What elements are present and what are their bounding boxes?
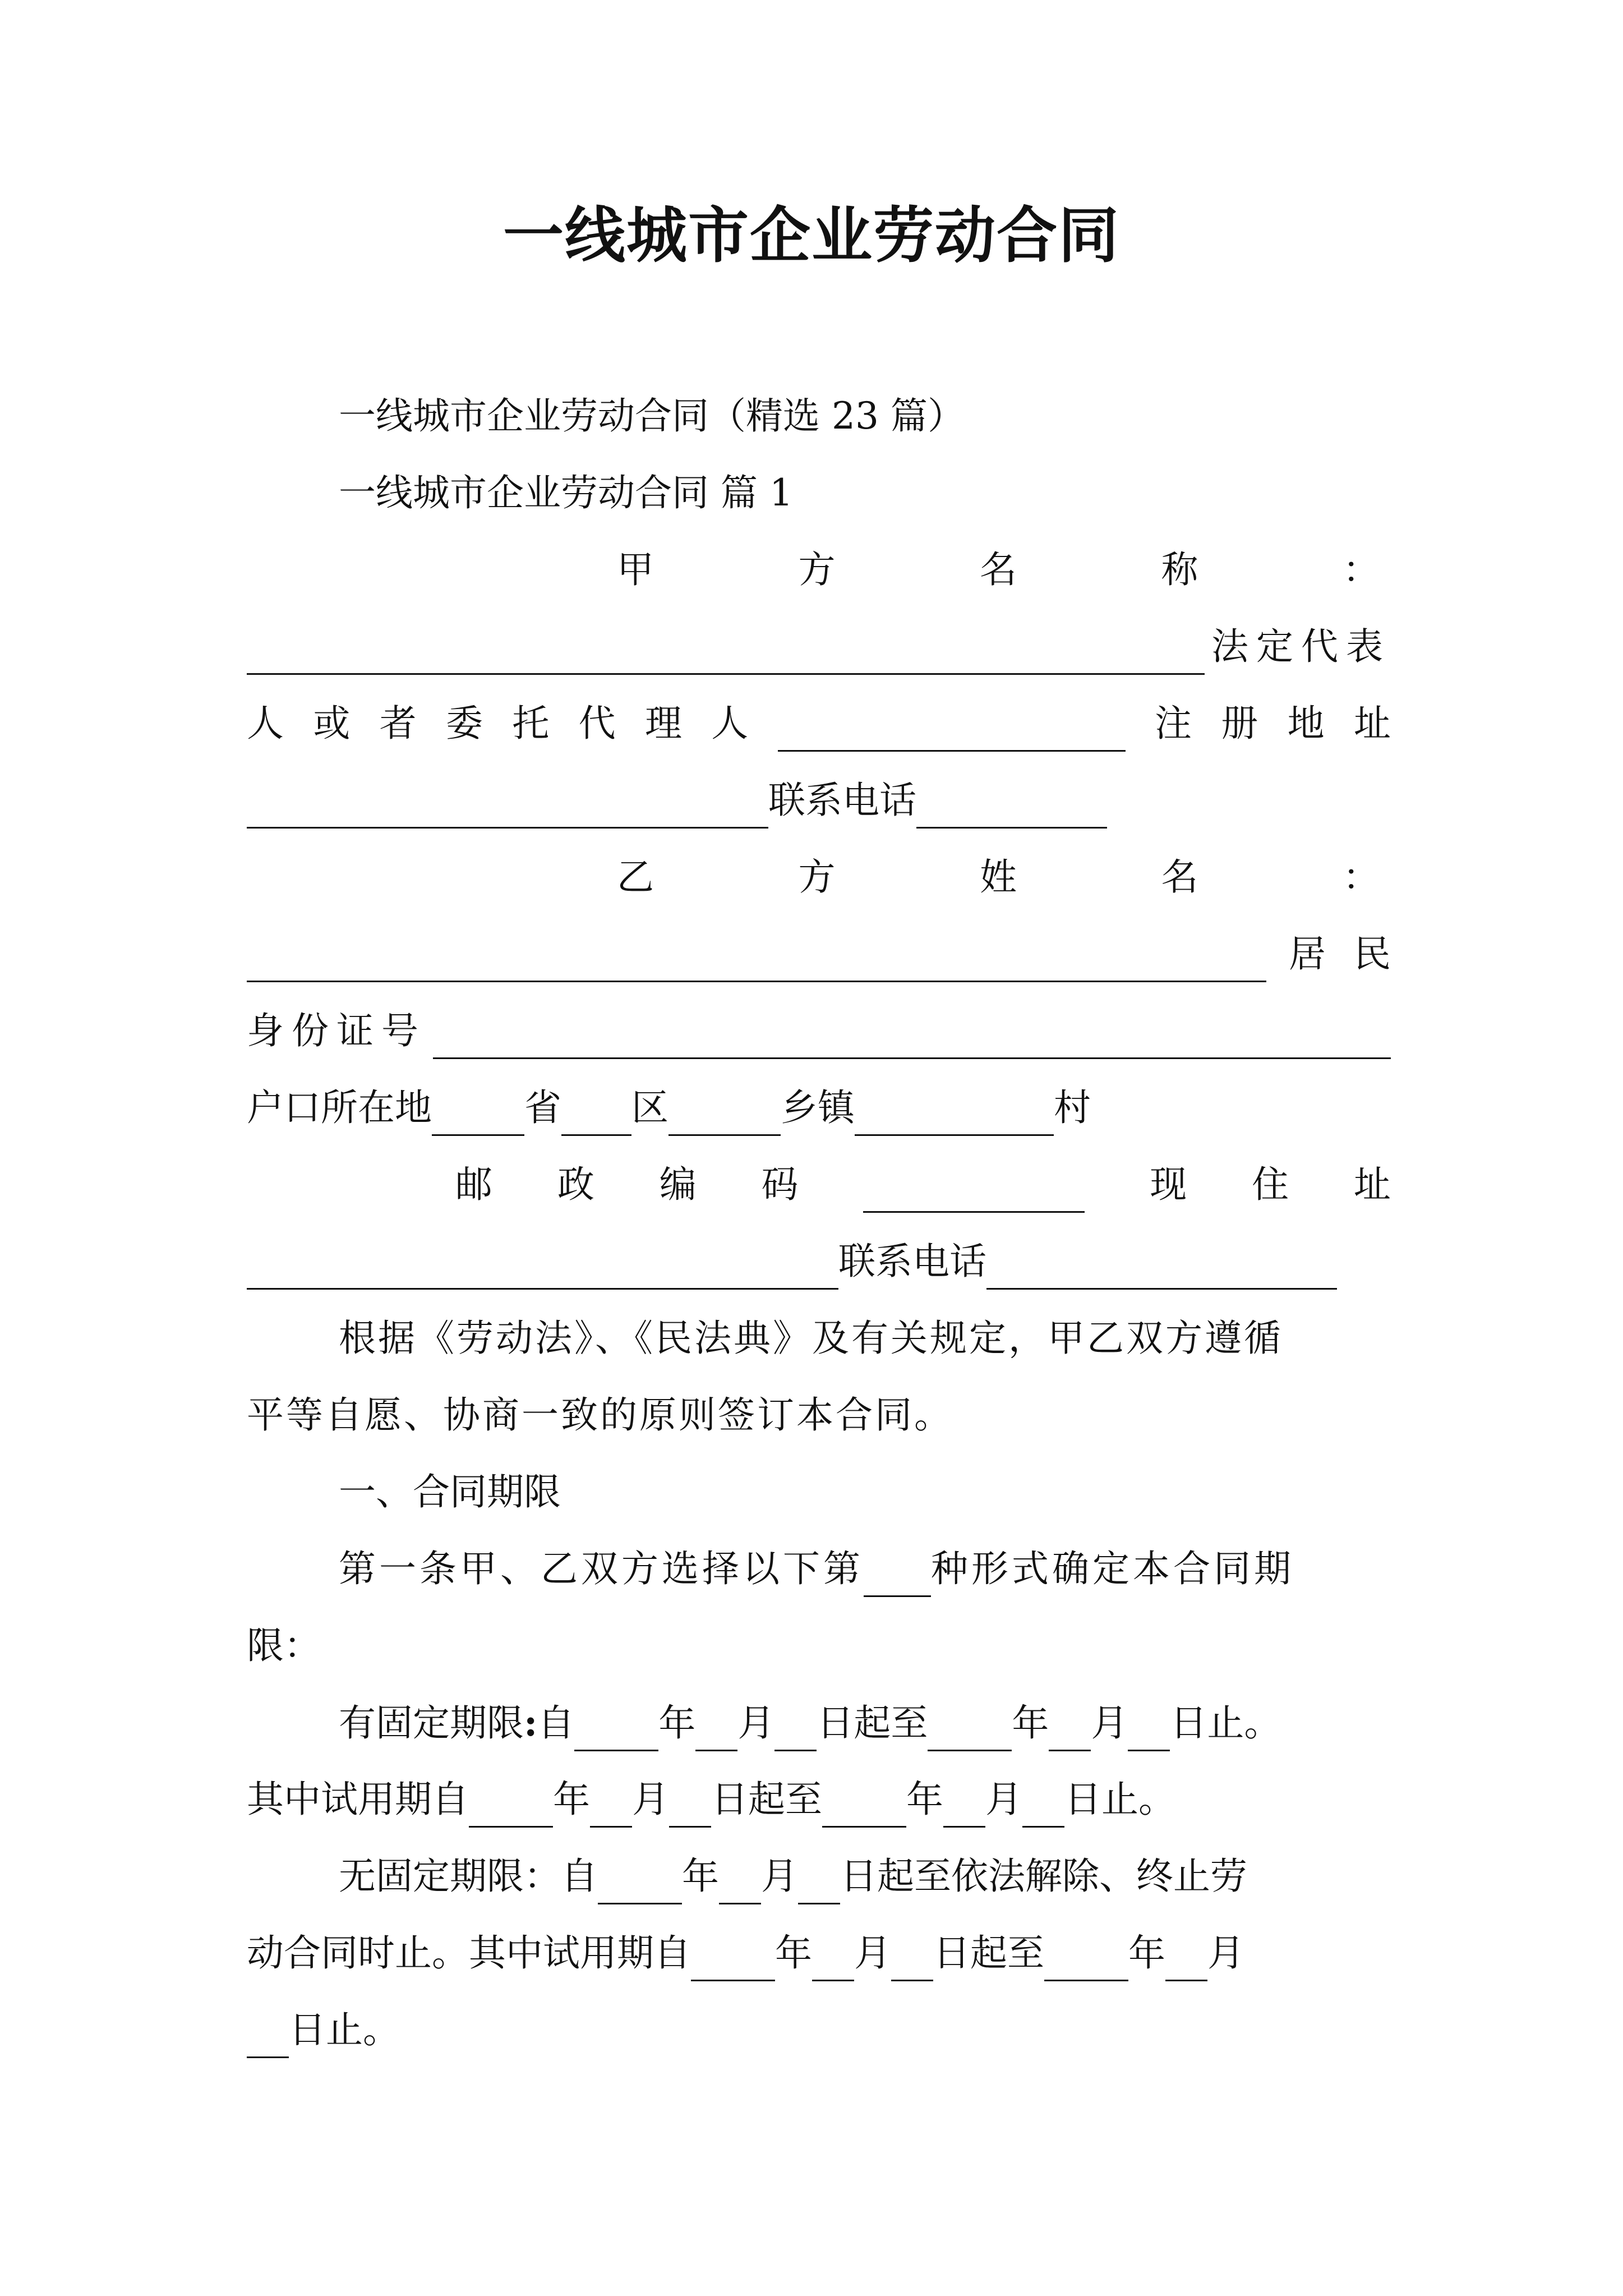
label-char: 乙 (617, 855, 654, 899)
start-label: 日起至 (711, 1778, 822, 1821)
label-char: 甲 (617, 548, 654, 591)
year-blank[interactable] (574, 1710, 658, 1751)
label-char: 邮 (455, 1163, 492, 1206)
hukou-row (247, 1080, 1391, 1136)
label-char: 姓 (980, 855, 1017, 899)
month-blank[interactable] (812, 1940, 854, 1981)
year-blank[interactable] (1044, 1940, 1128, 1981)
year-label: 年 (906, 1778, 943, 1821)
label-char: 民 (1354, 932, 1391, 976)
agent-blank[interactable] (778, 711, 1126, 752)
label-char: 委 (445, 702, 483, 745)
label-char: 方 (798, 855, 836, 899)
month-blank[interactable] (590, 1787, 632, 1828)
current-address-blank[interactable] (247, 1249, 838, 1290)
year-label: 年 (1128, 1931, 1165, 1975)
article-1-line-2: 限： (247, 1624, 321, 1667)
day-blank[interactable] (774, 1710, 817, 1751)
month-label: 月 (1207, 1931, 1244, 1975)
end-label: 日止。 (289, 2008, 400, 2051)
phone-label: 联系电话 (768, 779, 916, 822)
legal-rep-label: 法定代表 (1211, 625, 1391, 668)
day-blank[interactable] (669, 1787, 711, 1828)
until-law-label: 日起至依法解除、终止劳 (840, 1855, 1247, 1898)
intro-paragraph-line-1: 根据《劳动法》、《民法典》及有关规定，甲乙双方遵循 (339, 1317, 1283, 1360)
label-char: 人 (247, 702, 284, 745)
label-char: 人 (711, 702, 749, 745)
open-term-line-2 (247, 1925, 1391, 1981)
fixed-term-line-1 (247, 1695, 1391, 1751)
day-blank[interactable] (798, 1864, 840, 1904)
article-1-text: 第一条甲、乙双方选择以下第 (339, 1547, 864, 1590)
phone-label: 联系电话 (838, 1240, 986, 1283)
label-char: 理 (644, 702, 682, 745)
month-label: 月 (854, 1931, 891, 1975)
phone-blank[interactable] (916, 788, 1107, 829)
address-blank[interactable] (247, 788, 768, 829)
probation-label: 其中试用期自 (247, 1778, 469, 1821)
label-char: 册 (1221, 702, 1258, 745)
from-label: 自 (537, 1701, 575, 1745)
label-char: 住 (1252, 1163, 1289, 1206)
id-label: 身份证号 (247, 1009, 426, 1052)
year-label: 年 (658, 1701, 696, 1745)
id-number-row (247, 1003, 1391, 1059)
label-char: 地 (1287, 702, 1325, 745)
year-label: 年 (1012, 1701, 1049, 1745)
month-label: 月 (761, 1855, 798, 1898)
party-b-phone-row (247, 1234, 1391, 1290)
month-label: 月 (1091, 1701, 1128, 1745)
day-blank[interactable] (1128, 1710, 1170, 1751)
label-char: ： (1343, 855, 1380, 899)
article-1-text: 种形式确定本合同期 (931, 1547, 1294, 1590)
subtitle: 一线城市企业劳动合同（精选 23 篇） (339, 394, 965, 438)
month-blank[interactable] (695, 1710, 737, 1751)
year-blank[interactable] (469, 1787, 553, 1828)
month-blank[interactable] (719, 1864, 761, 1904)
year-label: 年 (775, 1931, 812, 1975)
year-label: 年 (553, 1778, 590, 1821)
party-a-name-label (247, 542, 1391, 598)
label-char: 政 (557, 1163, 594, 1206)
province-blank[interactable] (432, 1095, 524, 1136)
party-b-name-label (247, 849, 1391, 905)
village-blank[interactable] (855, 1095, 1054, 1136)
label-char: 居 (1289, 932, 1326, 976)
label-char: 码 (761, 1163, 799, 1206)
agent-address-row (247, 696, 1391, 752)
town-label: 乡镇 (781, 1086, 855, 1129)
label-char: 名 (980, 548, 1017, 591)
label-char: 名 (1161, 855, 1198, 899)
day-blank[interactable] (1022, 1787, 1064, 1828)
month-label: 月 (737, 1701, 775, 1745)
label-char: 方 (798, 548, 836, 591)
document-title: 一线城市企业劳动合同 (502, 200, 1120, 271)
year-blank[interactable] (598, 1864, 682, 1904)
day-blank[interactable] (247, 2017, 289, 2058)
label-char: 编 (659, 1163, 697, 1206)
label-char: 托 (512, 702, 550, 745)
label-char: 址 (1353, 702, 1391, 745)
label-char: 注 (1154, 702, 1192, 745)
label-char: ： (1343, 548, 1380, 591)
intro-paragraph-line-2: 平等自愿、协商一致的原则签订本合同。 (247, 1393, 953, 1437)
postcode-row (247, 1157, 1391, 1213)
phone-blank[interactable] (986, 1249, 1337, 1290)
open-term-line-3 (247, 2002, 1391, 2058)
end-label: 日止。 (1170, 1701, 1281, 1745)
label-char: 者 (379, 702, 417, 745)
postcode-blank[interactable] (863, 1172, 1085, 1213)
district-label: 区 (631, 1086, 668, 1129)
article-1-line-1 (247, 1541, 1391, 1597)
month-blank[interactable] (1165, 1940, 1207, 1981)
section-heading: 一、合同期限 (339, 1470, 561, 1513)
party-a-phone-row (247, 772, 1391, 829)
party-a-name-blank[interactable] (247, 634, 1205, 675)
month-label: 月 (985, 1778, 1022, 1821)
id-number-blank[interactable] (433, 1018, 1391, 1059)
village-label: 村 (1054, 1086, 1091, 1129)
chapter-heading: 一线城市企业劳动合同 篇 1 (339, 471, 793, 514)
label-char: 代 (578, 702, 616, 745)
hukou-label: 户口所在地 (247, 1086, 432, 1129)
province-label: 省 (524, 1086, 561, 1129)
start-label: 日起至 (933, 1931, 1044, 1975)
label-char: 或 (313, 702, 351, 745)
district-blank[interactable] (561, 1095, 631, 1136)
form-choice-blank[interactable] (864, 1556, 931, 1597)
party-b-name-row (247, 926, 1391, 982)
year-blank[interactable] (691, 1940, 775, 1981)
fixed-term-line-2 (247, 1772, 1391, 1828)
label-char: 址 (1353, 1163, 1391, 1206)
day-blank[interactable] (891, 1940, 933, 1981)
year-blank[interactable] (928, 1710, 1012, 1751)
open-term-text: 动合同时止。其中试用期自 (247, 1931, 691, 1975)
month-blank[interactable] (943, 1787, 985, 1828)
year-blank[interactable] (822, 1787, 906, 1828)
colon: : (524, 1701, 538, 1745)
open-term-line-1 (247, 1848, 1391, 1904)
party-b-name-blank[interactable] (247, 941, 1266, 982)
party-a-name-row (247, 619, 1391, 675)
label-char: 现 (1150, 1163, 1187, 1206)
start-label: 日起至 (817, 1701, 928, 1745)
year-label: 年 (682, 1855, 719, 1898)
fixed-term-label: 有固定期限 (339, 1701, 524, 1745)
month-label: 月 (632, 1778, 669, 1821)
town-blank[interactable] (668, 1095, 781, 1136)
end-label: 日止。 (1064, 1778, 1175, 1821)
open-term-label: 无固定期限：自 (339, 1855, 598, 1898)
label-char: 称 (1161, 548, 1198, 591)
month-blank[interactable] (1049, 1710, 1091, 1751)
